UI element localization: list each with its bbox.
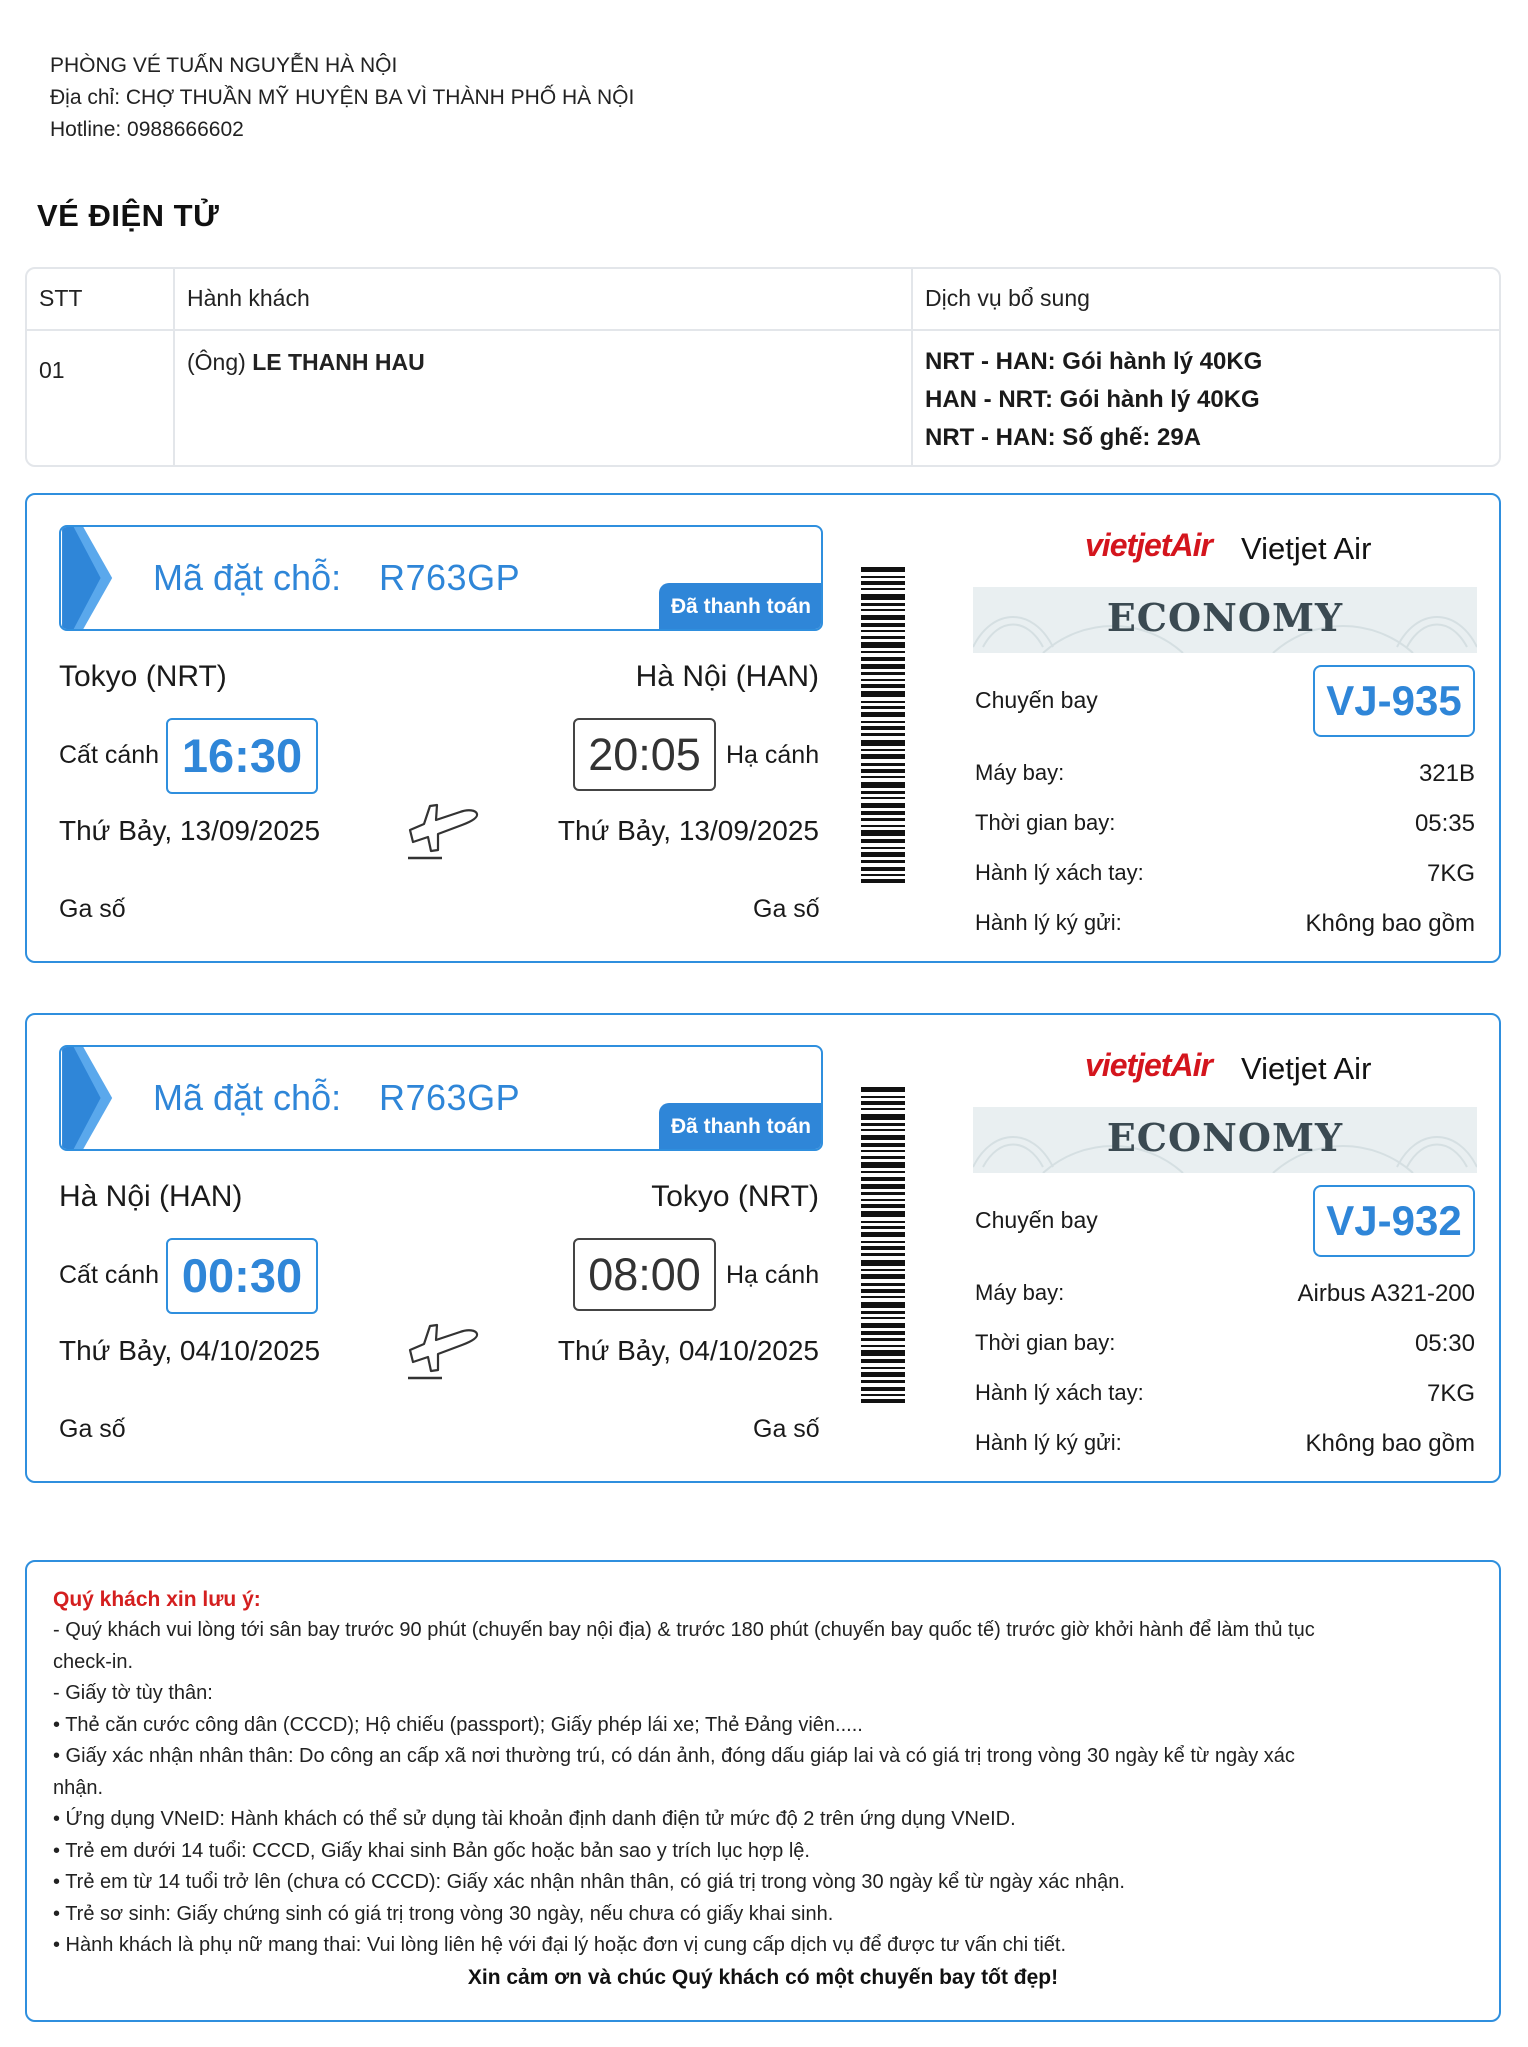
- barcode-bar: [861, 1143, 905, 1147]
- barcode-bar: [861, 672, 905, 675]
- note-line: • Trẻ sơ sinh: Giấy chứng sinh có giá trị trong vòng 30 ngày, nếu chưa có giấy khai sinh.: [53, 1902, 834, 1925]
- detail-label: Hành lý xách tay:: [975, 1380, 1144, 1405]
- barcode-bar: [861, 763, 905, 766]
- barcode-bar: [861, 1156, 905, 1159]
- note-line: check-in.: [53, 1650, 134, 1673]
- barcode-bar: [861, 576, 905, 578]
- detail-value: 05:30: [1414, 1330, 1475, 1357]
- barcode-bar: [861, 1123, 905, 1126]
- barcode-bar: [861, 839, 905, 843]
- barcode-bar: [861, 1114, 905, 1120]
- barcode-bar: [861, 867, 905, 871]
- arrive-date: Thứ Bảy, 13/09/2025: [557, 815, 819, 846]
- note-line: - Quý khách vui lòng tới sân bay trước 90 phút (chuyến bay nội địa) & trước 180 phút (chuyến bay quốc tế) trước giờ khởi hành để làm thủ tục: [53, 1619, 1315, 1641]
- barcode-bar: [861, 1296, 905, 1298]
- barcode-bar: [861, 1338, 905, 1341]
- barcode-bar: [861, 1260, 905, 1266]
- service-item: HAN - NRT: Gói hành lý 40KG: [925, 386, 1260, 413]
- gate-to-label: Ga số: [753, 1415, 820, 1443]
- cabin-class-band: [973, 587, 1477, 653]
- barcode-bar: [861, 567, 905, 572]
- depart-label: Cất cánh: [59, 741, 160, 769]
- barcode-bar: [861, 623, 905, 627]
- barcode-bar: [861, 1162, 905, 1168]
- cabin-class: ECONOMY: [1106, 595, 1344, 640]
- barcode-bar: [861, 630, 905, 632]
- pnr-code: R763GP: [379, 557, 521, 598]
- barcode: [861, 567, 905, 883]
- airline-logo: vietjetAir: [1085, 527, 1212, 563]
- detail-label: Thời gian bay:: [975, 1330, 1116, 1355]
- barcode-bar: [861, 1221, 905, 1223]
- depart-time: 00:30: [166, 1238, 318, 1314]
- arrive-time: 08:00: [573, 1238, 716, 1311]
- destination-city: Hà Nội (HAN): [635, 660, 819, 693]
- flight-number: VJ-935: [1313, 665, 1475, 737]
- barcode-bar: [861, 1350, 905, 1356]
- barcode-bar: [861, 1345, 905, 1347]
- barcode-bar: [861, 1135, 905, 1140]
- chevron-icon: [61, 527, 121, 629]
- column-divider: [911, 269, 913, 465]
- barcode-bar: [861, 1246, 905, 1250]
- barcode-bar: [861, 1399, 905, 1403]
- barcode-bar: [861, 642, 905, 648]
- barcode-bar: [861, 721, 905, 723]
- header-services: Dịch vụ bổ sung: [925, 285, 1090, 311]
- barcode-bar: [861, 1199, 905, 1201]
- barcode-bar: [861, 749, 905, 751]
- barcode-bar: [861, 754, 905, 759]
- barcode-bar: [861, 594, 905, 600]
- passenger-name: [187, 349, 425, 376]
- origin-city: Hà Nội (HAN): [59, 1180, 243, 1213]
- barcode-bar: [861, 1204, 905, 1208]
- detail-label: Máy bay:: [975, 1280, 1065, 1305]
- plane-icon: [404, 1320, 482, 1382]
- barcode-bar: [861, 1177, 905, 1181]
- barcode-bar: [861, 1150, 905, 1152]
- airline-name: Vietjet Air: [1241, 1051, 1372, 1086]
- detail-value: 321B: [1418, 760, 1475, 787]
- barcode-bar: [861, 1184, 905, 1189]
- gate-from-label: Ga số: [59, 1415, 126, 1443]
- header-stt: STT: [39, 285, 83, 311]
- agency-hotline: Hotline: 0988666602: [50, 118, 244, 141]
- barcode-bar: [861, 791, 905, 794]
- barcode-bar: [861, 1323, 905, 1328]
- barcode-bar: [861, 679, 905, 681]
- pnr-code: R763GP: [379, 1077, 521, 1118]
- barcode-bar: [861, 1108, 905, 1110]
- flight-ticket-outbound: [25, 493, 1501, 963]
- detail-label: Hành lý ký gửi:: [975, 1430, 1122, 1455]
- depart-date: Thứ Bảy, 04/10/2025: [59, 1335, 321, 1366]
- barcode-bar: [861, 1331, 905, 1335]
- barcode-bar: [861, 706, 905, 709]
- note-line: - Giấy tờ tùy thân:: [53, 1682, 213, 1704]
- note-line: • Hành khách là phụ nữ mang thai: Vui lòng liên hệ với đại lý hoặc đơn vị cung cấp dịch vụ để được tư vấn chi tiết.: [53, 1934, 1067, 1956]
- barcode-bar: [861, 1302, 905, 1308]
- barcode-bar: [861, 1317, 905, 1319]
- barcode-bar: [861, 664, 905, 669]
- gate-to-label: Ga số: [753, 895, 820, 923]
- flight-number-label: Chuyến bay: [975, 687, 1098, 713]
- detail-label: Máy bay:: [975, 760, 1065, 785]
- barcode-bar: [861, 636, 905, 639]
- barcode-bar: [861, 651, 905, 653]
- detail-value: Không bao gồm: [1305, 1430, 1475, 1457]
- service-item: NRT - HAN: Số ghế: 29A: [925, 424, 1201, 451]
- barcode-bar: [861, 615, 905, 620]
- agency-address: Địa chỉ: CHỢ THUẦN MỸ HUYỆN BA VÌ THÀNH PHỐ HÀ NỘI: [50, 86, 635, 109]
- barcode-bar: [861, 733, 905, 736]
- barcode-bar: [861, 1269, 905, 1271]
- airline-logo: vietjetAir: [1085, 1047, 1212, 1083]
- barcode-bar: [861, 825, 905, 827]
- barcode-bar: [861, 782, 905, 788]
- barcode-bar: [861, 1274, 905, 1279]
- barcode-bar: [861, 1096, 905, 1098]
- agency-info: [50, 50, 634, 146]
- services-list: [925, 343, 1262, 457]
- depart-time: 16:30: [166, 718, 318, 794]
- barcode-bar: [861, 1232, 905, 1237]
- detail-value: Không bao gồm: [1305, 910, 1475, 937]
- status-badge: Đã thanh toán: [659, 583, 823, 631]
- notes-title: Quý khách xin lưu ý:: [53, 1588, 261, 1611]
- barcode-bar: [861, 797, 905, 799]
- column-divider: [173, 269, 175, 465]
- barcode-bar: [861, 1394, 905, 1396]
- closing-message: Xin cảm ơn và chúc Quý khách có một chuyến bay tốt đẹp!: [467, 1965, 1059, 1989]
- pnr-label: Mã đặt chỗ:: [153, 1077, 342, 1118]
- note-line: • Ứng dụng VNeID: Hành khách có thể sử dụng tài khoản định danh điện tử mức độ 2 trên ứng dụng VNeID.: [53, 1808, 1016, 1830]
- barcode-bar: [861, 769, 905, 773]
- notes-box: [25, 1560, 1501, 2022]
- note-line: • Thẻ căn cước công dân (CCCD); Hộ chiếu (passport); Giấy phép lái xe; Thẻ Đảng viên.....: [53, 1713, 863, 1736]
- barcode-bar: [861, 818, 905, 821]
- barcode-bar: [861, 776, 905, 778]
- detail-label: Thời gian bay:: [975, 810, 1116, 835]
- origin-city: Tokyo (NRT): [59, 660, 227, 693]
- barcode-bar: [861, 847, 905, 849]
- flight-number-label: Chuyến bay: [975, 1207, 1098, 1233]
- barcode: [861, 1087, 905, 1403]
- detail-label: Hành lý ký gửi:: [975, 910, 1122, 935]
- detail-value: Airbus A321-200: [1297, 1280, 1475, 1307]
- cabin-class: ECONOMY: [1106, 1115, 1344, 1160]
- passenger-fullname: LE THANH HAU: [252, 349, 425, 375]
- barcode-bar: [861, 609, 905, 611]
- row-stt: 01: [39, 357, 65, 383]
- barcode-bar: [861, 811, 905, 815]
- barcode-bar: [861, 1211, 905, 1217]
- pnr-box: [59, 525, 823, 631]
- airline-name: Vietjet Air: [1241, 531, 1372, 566]
- passenger-salutation: (Ông): [187, 349, 246, 375]
- cabin-class-band: [973, 1107, 1477, 1173]
- gate-from-label: Ga số: [59, 895, 126, 923]
- barcode-bar: [861, 581, 905, 585]
- arrive-date: Thứ Bảy, 04/10/2025: [557, 1335, 819, 1366]
- note-line: • Giấy xác nhận nhân thân: Do công an cấp xã nơi thường trú, có dán ảnh, đóng dấu giáp lai và có giá trị trong vòng 30 ngày kể từ ngày xác: [53, 1745, 1295, 1767]
- barcode-bar: [861, 803, 905, 808]
- barcode-bar: [861, 1171, 905, 1173]
- service-item: NRT - HAN: Gói hành lý 40KG: [925, 348, 1263, 375]
- barcode-bar: [861, 1226, 905, 1229]
- barcode-bar: [861, 852, 905, 857]
- barcode-bar: [861, 1359, 905, 1363]
- barcode-bar: [861, 1387, 905, 1391]
- barcode-bar: [861, 684, 905, 688]
- barcode-bar: [861, 740, 905, 746]
- agency-name: PHÒNG VÉ TUẤN NGUYỄN HÀ NỘI: [50, 54, 398, 77]
- barcode-bar: [861, 1283, 905, 1286]
- detail-value: 7KG: [1426, 860, 1475, 887]
- barcode-bar: [861, 1367, 905, 1369]
- flight-ticket-return: [25, 1013, 1501, 1483]
- barcode-bar: [861, 701, 905, 703]
- pnr-label: Mã đặt chỗ:: [153, 557, 342, 598]
- barcode-bar: [861, 830, 905, 836]
- arrive-label: Hạ cánh: [726, 1261, 820, 1289]
- barcode-bar: [861, 712, 905, 717]
- page-title: VÉ ĐIỆN TỬ: [37, 198, 220, 233]
- destination-city: Tokyo (NRT): [651, 1180, 819, 1213]
- plane-icon: [404, 800, 482, 862]
- depart-label: Cất cánh: [59, 1261, 160, 1289]
- detail-value: 05:35: [1414, 810, 1475, 837]
- barcode-bar: [861, 691, 905, 697]
- passenger-table: [25, 267, 1501, 467]
- depart-date: Thứ Bảy, 13/09/2025: [59, 815, 321, 846]
- arrive-time: 20:05: [573, 718, 716, 791]
- detail-label: Hành lý xách tay:: [975, 860, 1144, 885]
- barcode-bar: [861, 1289, 905, 1293]
- barcode-bar: [861, 1192, 905, 1195]
- barcode-bar: [861, 1241, 905, 1243]
- pnr-box: [59, 1045, 823, 1151]
- barcode-bar: [861, 1372, 905, 1377]
- barcode-bar: [861, 657, 905, 661]
- barcode-bar: [861, 1129, 905, 1131]
- barcode-bar: [861, 603, 905, 606]
- detail-value: 7KG: [1426, 1380, 1475, 1407]
- barcode-bar: [861, 1101, 905, 1105]
- note-line: nhận.: [53, 1776, 104, 1799]
- barcode-bar: [861, 588, 905, 590]
- status-badge: Đã thanh toán: [659, 1103, 823, 1151]
- barcode-bar: [861, 860, 905, 863]
- arrive-label: Hạ cánh: [726, 741, 820, 769]
- flight-number: VJ-932: [1313, 1185, 1475, 1257]
- barcode-bar: [861, 1253, 905, 1256]
- barcode-bar: [861, 874, 905, 876]
- barcode-bar: [861, 1380, 905, 1383]
- barcode-bar: [861, 879, 905, 883]
- barcode-bar: [861, 726, 905, 730]
- note-line: • Trẻ em dưới 14 tuổi: CCCD, Giấy khai sinh Bản gốc hoặc bản sao y trích lục hợp lệ.: [53, 1839, 810, 1862]
- chevron-icon: [61, 1047, 121, 1149]
- header-passenger: Hành khách: [187, 285, 310, 311]
- barcode-bar: [861, 1087, 905, 1092]
- note-line: • Trẻ em từ 14 tuổi trở lên (chưa có CCCD): Giấy xác nhận nhân thân, có giá trị trong vòng 30 ngày kể từ ngày xác nhận.: [53, 1871, 1125, 1893]
- barcode-bar: [861, 1311, 905, 1314]
